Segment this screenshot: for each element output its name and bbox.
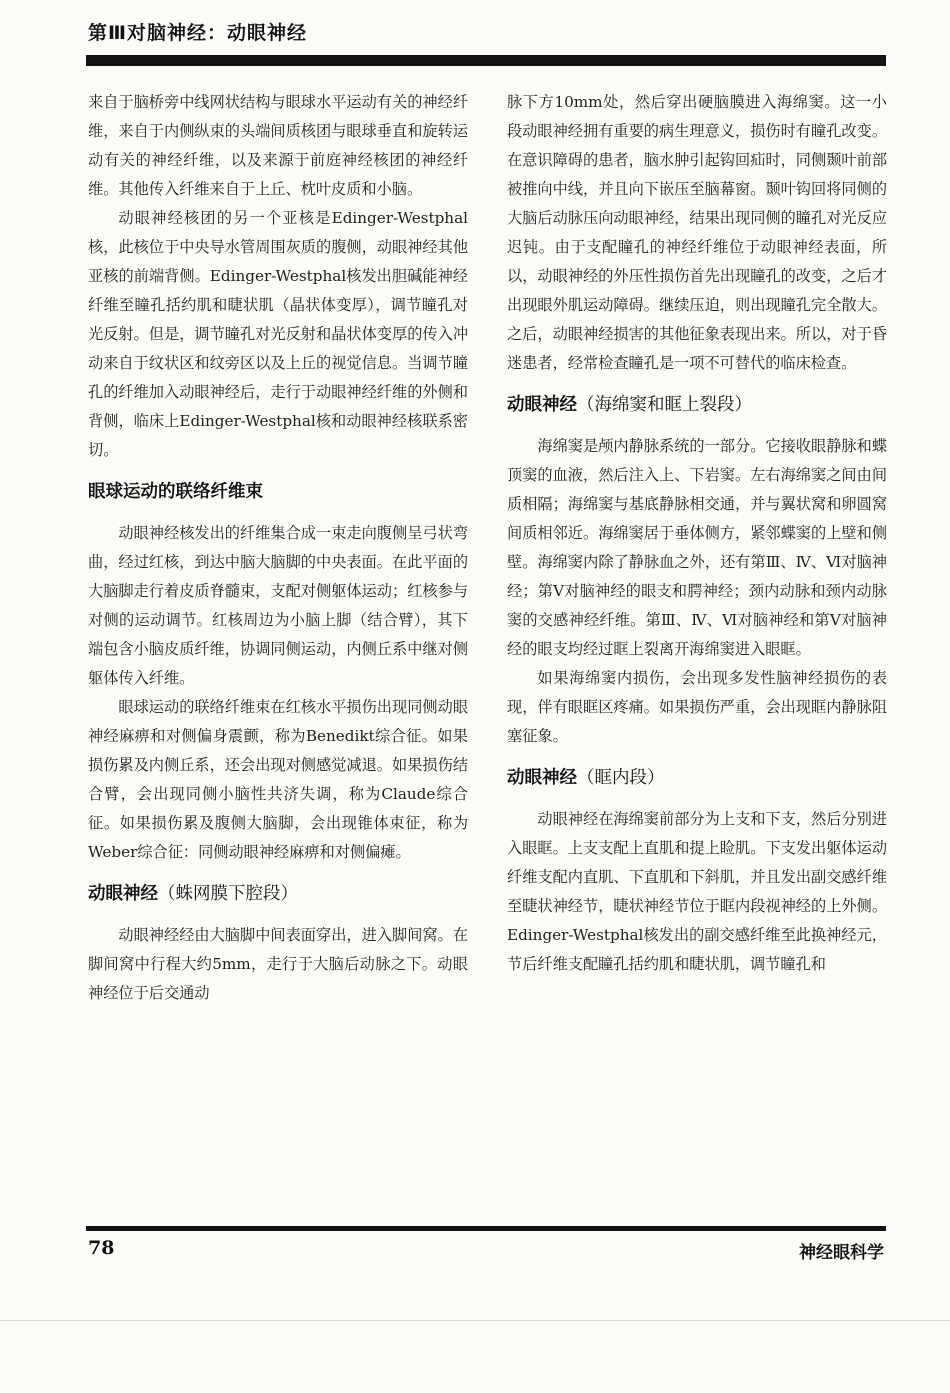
section-heading [88,873,468,915]
section-heading [507,384,887,426]
right-column [507,88,887,979]
paragraph: 脉下方10mm处，然后穿出硬脑膜进入海绵窦。这一小段动眼神经拥有重要的病生理意义，损伤时有瞳孔改变。在意识障碍的患者，脑水肿引起钩回疝时，同侧颞叶前部被推向中线，并且向下嵌压至脑幕窗。颞叶钩回将同侧的大脑后动脉压向动眼神经，结果出现同侧的瞳孔对光反应迟钝。由于支配瞳孔的神经纤维位于动眼神经表面，所以，动眼神经的外压性损伤首先出现瞳孔的改变，之后才出现眼外肌运动障碍。继续压迫，则出现瞳孔完全散大。之后，动眼神经损害的其他征象表现出来。所以，对于昏迷患者，经常检查瞳孔是一项不可替代的临床检查。 [507,93,887,372]
running-header: 第Ⅲ对脑神经：动眼神经 [88,22,307,44]
page-number: 78 [88,1237,115,1259]
paragraph: 来自于脑桥旁中线网状结构与眼球水平运动有关的神经纤维，来自于内侧纵束的头端间质核团与眼球垂直和旋转运动有关的神经纤维，以及来源于前庭神经核团的神经纤维。其他传入纤维来自于上丘、枕叶皮质和小脑。 [88,93,468,198]
section-heading: 眼球运动的联络纤维束 [88,482,263,502]
heading-main: 动眼神经 [507,395,577,415]
scan-edge-divider [0,1320,950,1321]
heading-main: 动眼神经 [88,884,158,904]
book-title: 神经眼科学 [799,1243,884,1263]
heading-sub: （眶内段） [577,768,665,788]
header-rule [86,55,886,66]
paragraph: 动眼神经核团的另一个亚核是Edinger-Westphal核，此核位于中央导水管周围灰质的腹侧，动眼神经其他亚核的前端背侧。Edinger-Westphal核发出胆碱能神经纤维至瞳孔括约肌和睫状肌（晶状体变厚），调节瞳孔对光反射。但是，调节瞳孔对光反射和晶状体变厚的传入冲动来自于纹状区和纹旁区以及上丘的视觉信息。当调节瞳孔的纤维加入动眼神经后，走行于动眼神经纤维的外侧和背侧，临床上Edinger-Westphal核和动眼神经核联系密切。 [88,209,468,459]
paragraph: 如果海绵窦内损伤，会出现多发性脑神经损伤的表现，伴有眼眶区疼痛。如果损伤严重，会出现眶内静脉阻塞征象。 [507,669,887,745]
heading-sub: （海绵窦和眶上裂段） [577,395,752,415]
paragraph: 动眼神经经由大脑脚中间表面穿出，进入脚间窝。在脚间窝中行程大约5mm，走行于大脑后动脉之下。动眼神经位于后交通动 [88,926,468,1002]
section-heading [507,757,887,799]
left-column [88,88,468,1008]
heading-sub: （蛛网膜下腔段） [158,884,298,904]
heading-main: 动眼神经 [507,768,577,788]
paragraph: 动眼神经核发出的纤维集合成一束走向腹侧呈弓状弯曲，经过红核，到达中脑大脑脚的中央表面。在此平面的大脑脚走行着皮质脊髓束，支配对侧躯体运动；红核参与对侧的运动调节。红核周边为小脑上脚（结合臂），其下端包含小脑皮质纤维，协调同侧运动，内侧丘系中继对侧躯体传入纤维。 [88,524,468,687]
paragraph: 海绵窦是颅内静脉系统的一部分。它接收眼静脉和蝶顶窦的血液，然后注入上、下岩窦。左右海绵窦之间由间质相隔；海绵窦与基底静脉相交通，并与翼状窝和卵圆窝间质相邻近。海绵窦居于垂体侧方，紧邻蝶窦的上壁和侧壁。海绵窦内除了静脉血之外，还有第Ⅲ、Ⅳ、Ⅵ对脑神经；第Ⅴ对脑神经的眼支和腭神经；颈内动脉和颈内动脉窦的交感神经纤维。第Ⅲ、Ⅳ、Ⅵ对脑神经和第Ⅴ对脑神经的眼支均经过眶上裂离开海绵窦进入眼眶。 [507,437,887,658]
footer-rule [86,1226,886,1231]
paragraph: 动眼神经在海绵窦前部分为上支和下支，然后分别进入眼眶。上支支配上直肌和提上睑肌。下支发出躯体运动纤维支配内直肌、下直肌和下斜肌，并且发出副交感纤维至睫状神经节，睫状神经节位于眶内段视神经的上外侧。Edinger-Westphal核发出的副交感纤维至此换神经元，节后纤维支配瞳孔括约肌和睫状肌，调节瞳孔和 [507,810,887,973]
paragraph: 眼球运动的联络纤维束在红核水平损伤出现同侧动眼神经麻痹和对侧偏身震颤，称为Benedikt综合征。如果损伤累及内侧丘系，还会出现对侧感觉减退。如果损伤结合臂，会出现同侧小脑性共济失调，称为Claude综合征。如果损伤累及腹侧大脑脚，会出现锥体束征，称为Weber综合征：同侧动眼神经麻痹和对侧偏瘫。 [88,698,468,861]
